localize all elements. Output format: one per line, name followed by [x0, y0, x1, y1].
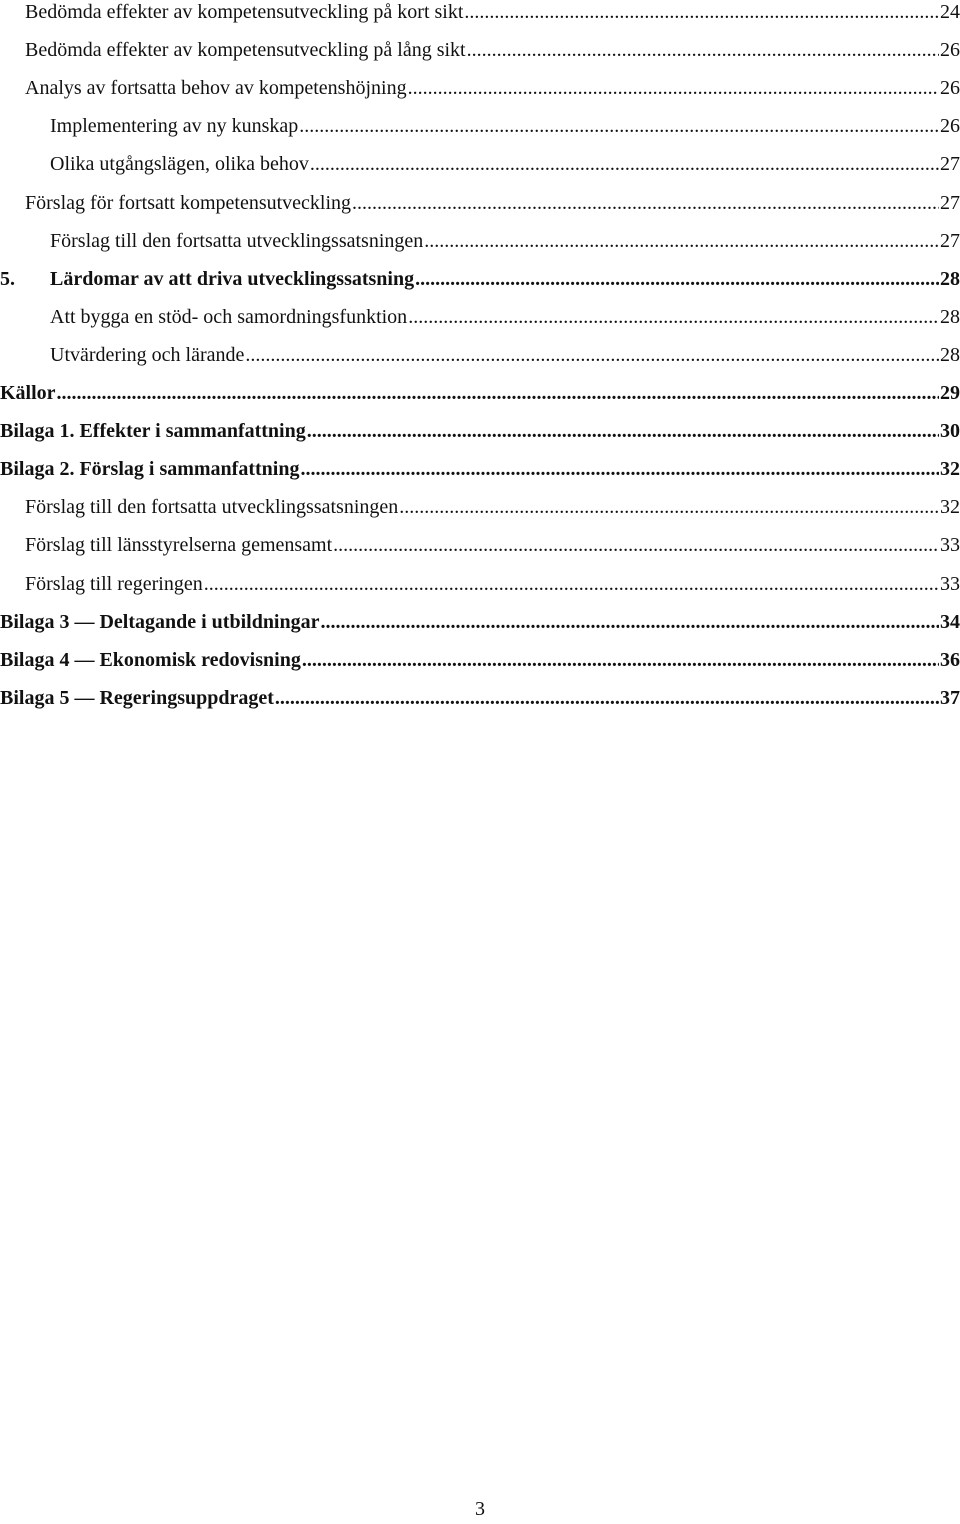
toc-entry-title: Analys av fortsatta behov av kompetenshöjning: [25, 77, 407, 100]
toc-entry[interactable]: [0, 340, 960, 370]
toc-entry-page: 29: [940, 382, 960, 404]
toc-dot-leader: [399, 492, 939, 522]
toc-dot-leader: [300, 454, 939, 484]
toc-entry[interactable]: [0, 35, 960, 65]
toc-entry-title: Bilaga 4 — Ekonomisk redovisning: [0, 648, 301, 671]
toc-entry[interactable]: [0, 302, 960, 332]
toc-entry[interactable]: [0, 645, 960, 675]
toc-entry-title: Bilaga 5 — Regeringsuppdraget: [0, 686, 274, 709]
toc-entry[interactable]: [0, 378, 960, 408]
toc-entry-title: Bilaga 3 — Deltagande i utbildningar: [0, 610, 320, 633]
toc-dot-leader: [245, 340, 939, 370]
toc-dot-leader: [299, 111, 939, 141]
toc-entry[interactable]: [0, 569, 960, 599]
toc-entry-page: 33: [940, 572, 960, 595]
toc-entry-title: Förslag till länsstyrelserna gemensamt: [25, 534, 333, 557]
toc-entry[interactable]: [0, 264, 960, 294]
toc-entry-page: 27: [940, 229, 960, 252]
toc-entry-title: Utvärdering och lärande: [50, 343, 245, 366]
toc-dot-leader: [275, 683, 939, 713]
toc-entry-title: Förslag för fortsatt kompetensutveckling: [25, 191, 352, 214]
toc-dot-leader: [333, 530, 939, 560]
toc-entry-title: Förslag till regeringen: [25, 572, 203, 595]
toc-entry-title: Att bygga en stöd- och samordningsfunktion: [50, 305, 408, 328]
toc-entry[interactable]: [0, 188, 960, 218]
toc-entry-page: 28: [940, 343, 960, 366]
toc-entry-page: 26: [940, 77, 960, 100]
toc-entry-title: Källor: [0, 382, 56, 404]
toc-dot-leader: [464, 0, 939, 27]
toc-dot-leader: [424, 226, 939, 256]
toc-entry-page: 28: [940, 305, 960, 328]
toc-entry-title: Förslag till den fortsatta utvecklingssatsningen: [50, 229, 424, 252]
toc-entry-page: 26: [940, 115, 960, 138]
toc-entry[interactable]: [0, 530, 960, 560]
toc-entry-title: Olika utgångslägen, olika behov: [50, 153, 309, 176]
toc-entry[interactable]: [0, 492, 960, 522]
toc-entry-title: Förslag till den fortsatta utvecklingssatsningen: [25, 496, 399, 519]
toc-entry-page: 32: [940, 458, 960, 481]
toc-entry-page: 27: [940, 191, 960, 214]
toc-entry-page: 24: [940, 1, 960, 23]
toc-entry[interactable]: [0, 226, 960, 256]
toc-entry[interactable]: [0, 111, 960, 141]
toc-entry[interactable]: [0, 607, 960, 637]
toc-dot-leader: [408, 302, 939, 332]
toc-dot-leader: [302, 645, 939, 675]
toc-entry-title: Bilaga 1. Effekter i sammanfattning: [0, 420, 306, 443]
toc-dot-leader: [310, 149, 939, 179]
toc-dot-leader: [415, 264, 939, 294]
toc-dot-leader: [321, 607, 940, 637]
toc-entry[interactable]: [0, 683, 960, 713]
toc-entry[interactable]: [0, 0, 960, 27]
toc-dot-leader: [307, 416, 939, 446]
toc-entry-page: 26: [940, 39, 960, 62]
toc-entry[interactable]: [0, 416, 960, 446]
toc-dot-leader: [467, 35, 939, 65]
toc-entry-page: 28: [940, 267, 960, 290]
toc-dot-leader: [204, 569, 939, 599]
toc-entry[interactable]: [0, 149, 960, 179]
toc-entry-title: Lärdomar av att driva utvecklingssatsning: [50, 267, 415, 290]
toc-entry-title: Implementering av ny kunskap: [50, 115, 299, 138]
toc-entry-page: 37: [940, 686, 960, 709]
toc-entry-title: Bedömda effekter av kompetensutveckling på lång sikt: [25, 39, 466, 62]
toc-entry-page: 27: [940, 153, 960, 176]
toc-dot-leader: [57, 378, 939, 408]
toc-entry-page: 34: [940, 610, 960, 633]
toc-entry-page: 33: [940, 534, 960, 557]
toc-entry-page: 36: [940, 648, 960, 671]
toc-entry-title: Bilaga 2. Förslag i sammanfattning: [0, 458, 300, 481]
page-number: 3: [475, 1498, 485, 1520]
toc-dot-leader: [408, 73, 939, 103]
toc-entry[interactable]: [0, 454, 960, 484]
toc-entry-title: Bedömda effekter av kompetensutveckling på kort sikt: [25, 1, 464, 23]
toc-entry-page: 30: [940, 420, 960, 443]
toc-entry-page: 32: [940, 496, 960, 519]
toc-entry[interactable]: [0, 73, 960, 103]
toc-entry-number: 5.: [0, 267, 15, 290]
toc-dot-leader: [352, 188, 939, 218]
